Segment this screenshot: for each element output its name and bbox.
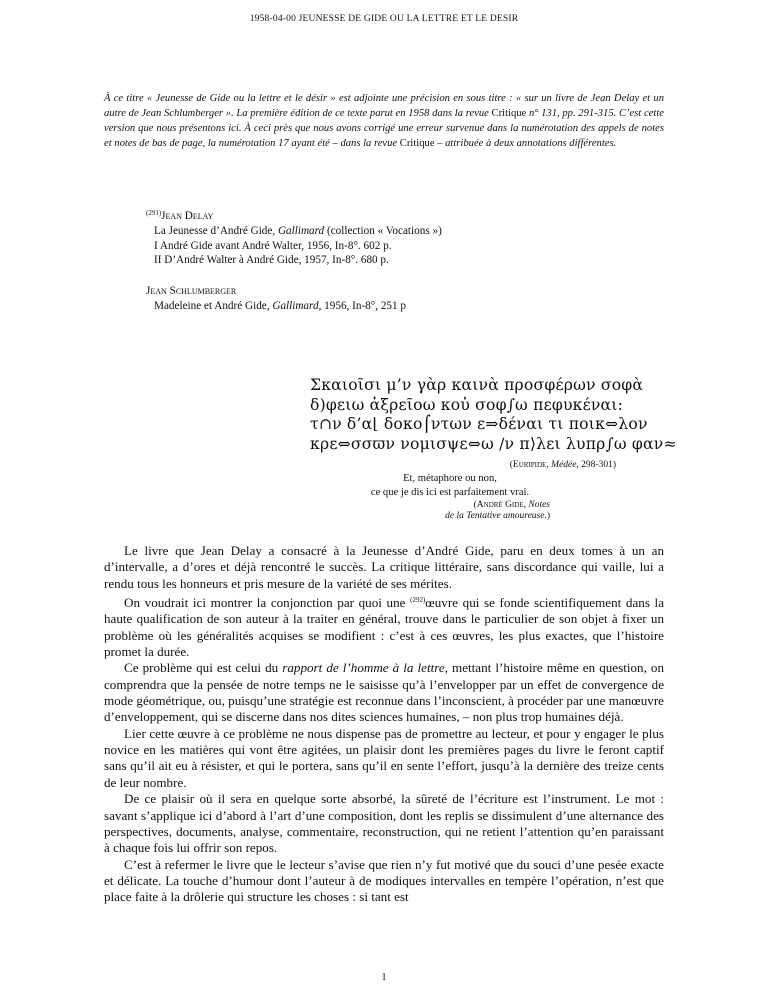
epigraph-citation: de la Tentative amoureuse.) <box>445 511 550 521</box>
paragraph: On voudrait ici montrer la conjonction par quoi une $^{(292)}$œuvre qui se fonde scientifiquement dans la haute qualification de son auteur à la traiter en général, trouve dans le particulier de son objet à fixer un problème où les généralités acquises se modifient : c’est à ces œuvres, les plus exactes, que l’histoire promet la durée. <box>104 595 665 660</box>
paragraph: De ce plaisir où il sera en quelque sorte absorbé, la sûreté de l’écriture est l’instrument. Le mot : savant s’applique ici d’abord à l’art d’une composition, dont les replis se dissimulent d’une alternance des perspectives, documents, analyse, commentaire, reconstruction, qui ne retient l’attention qu’en paraissant à chaque fois lui offrir son repos. <box>104 791 664 856</box>
reference-title: La Jeunesse d’André Gide, Gallimard (collection « Vocations ») <box>154 224 442 237</box>
header-title: JEUNESSE DE GIDE OU LA LETTRE ET LE DESIR <box>298 14 519 24</box>
reference-author: $^{(291)}$Jean Delay <box>146 209 214 222</box>
epigraph-citation: (André Gide, Notes <box>473 500 550 510</box>
reference-volume: II D’André Walter à André Gide, 1957, In-8°. 680 p. <box>154 254 389 267</box>
paragraph: Lier cette œuvre à ce problème ne nous dispense pas de promettre au lecteur, et pour y engager le plus novice en les matières qui vont être agitées, un plaisir dont les premières pages du livre le feront captif sans qu’il ait eu à résister, et qui le portera, sans qu’il en sente l’effort, jusqu’à la dernière des treize cents de leur nombre. <box>104 725 664 790</box>
reference-author: Jean Schlumberger <box>146 285 237 298</box>
bibliographic-references <box>146 206 616 314</box>
reference-title: Madeleine et André Gide, Gallimard, 1956, In-8°, 251 p <box>154 299 407 312</box>
greek-line: δ)φειω ἀξρεῖοω κοὐ σοφ∫ω πεφυκέναι: <box>310 395 624 414</box>
paragraph: C’est à refermer le livre que le lecteur s’avise que rien n’y fut motivé que du souci d’une pesée exacte et délicate. La touche d’humour dont l’auteur à de modiques intervalles en tempère l’opération, n’est que place faite à la drôlerie qui structure les choses : si tant est <box>104 856 664 905</box>
greek-citation: (Euripide, Médée, 298-301) <box>509 460 616 470</box>
french-epigraph <box>350 472 550 522</box>
page-number: 1 <box>381 972 387 983</box>
greek-line: τ∩ν δ’α⌊ δοκο⌠ντων ε⇒δέναι τι ποικ⇔λον <box>310 415 648 433</box>
paragraph: Ce problème qui est celui du rapport de l’homme à la lettre, mettant l’histoire même en question, on comprendra que la pensée de notre temps ne le saisisse qu’à l’envelopper par un effet de convergence de mode géométrique, ou, puisqu’une stratégie est reconnue dans l’inconscient, à procéder par une manœuvre d’enveloppement, qui se discerne dans nos dites sciences humaines, – non plus trop humaines déjà. <box>104 660 665 725</box>
paragraph: Le livre que Jean Delay a consacré à la Jeunesse d’André Gide, paru en deux tomes à un an d’intervalle, a d’ores et déjà rencontré le succès. La critique littéraire, sans discordance qui vaille, lui a rendu tous les honneurs et pris mesure de la variété de ses mérites. <box>104 543 664 591</box>
epigraph-line: ce que je dis ici est parfaitement vrai. <box>370 487 530 498</box>
epigraph-line: Et, métaphore ou non, <box>403 473 497 484</box>
greek-epigraph <box>310 376 677 454</box>
running-header <box>0 14 768 24</box>
editorial-note: À ce titre « Jeunesse de Gide ou la lettre et le désir » est adjointe une précision en sous titre : « sur un livre de Jean Delay et un autre de Jean Schlumberger ». La première édition de ce texte parut en 1958 dans la revue Critique n° 131, pp. 291-315. C’est cette version que nous présentons ici. À ceci près que nous avons corrigé une erreur survenue dans la numérotation des appels de notes et notes de bas de page, la numérotation 17 ayant été – dans la revue Critique – attribuée à deux annotations différentes. <box>104 93 664 149</box>
reference-volume: I André Gide avant André Walter, 1956, In-8°. 602 p. <box>154 239 392 252</box>
greek-line: κρε⇔σσϖν νομισψε⇔ω ∕ν π⟩λει λυπρ∫ω φαν≈ <box>310 434 677 453</box>
header-date: 1958-04-00 <box>249 14 297 24</box>
greek-line: Σκαιοῖσι μ’ν γὰρ καινὰ προσφέρων σοφὰ <box>310 376 644 394</box>
body-text <box>104 543 664 906</box>
